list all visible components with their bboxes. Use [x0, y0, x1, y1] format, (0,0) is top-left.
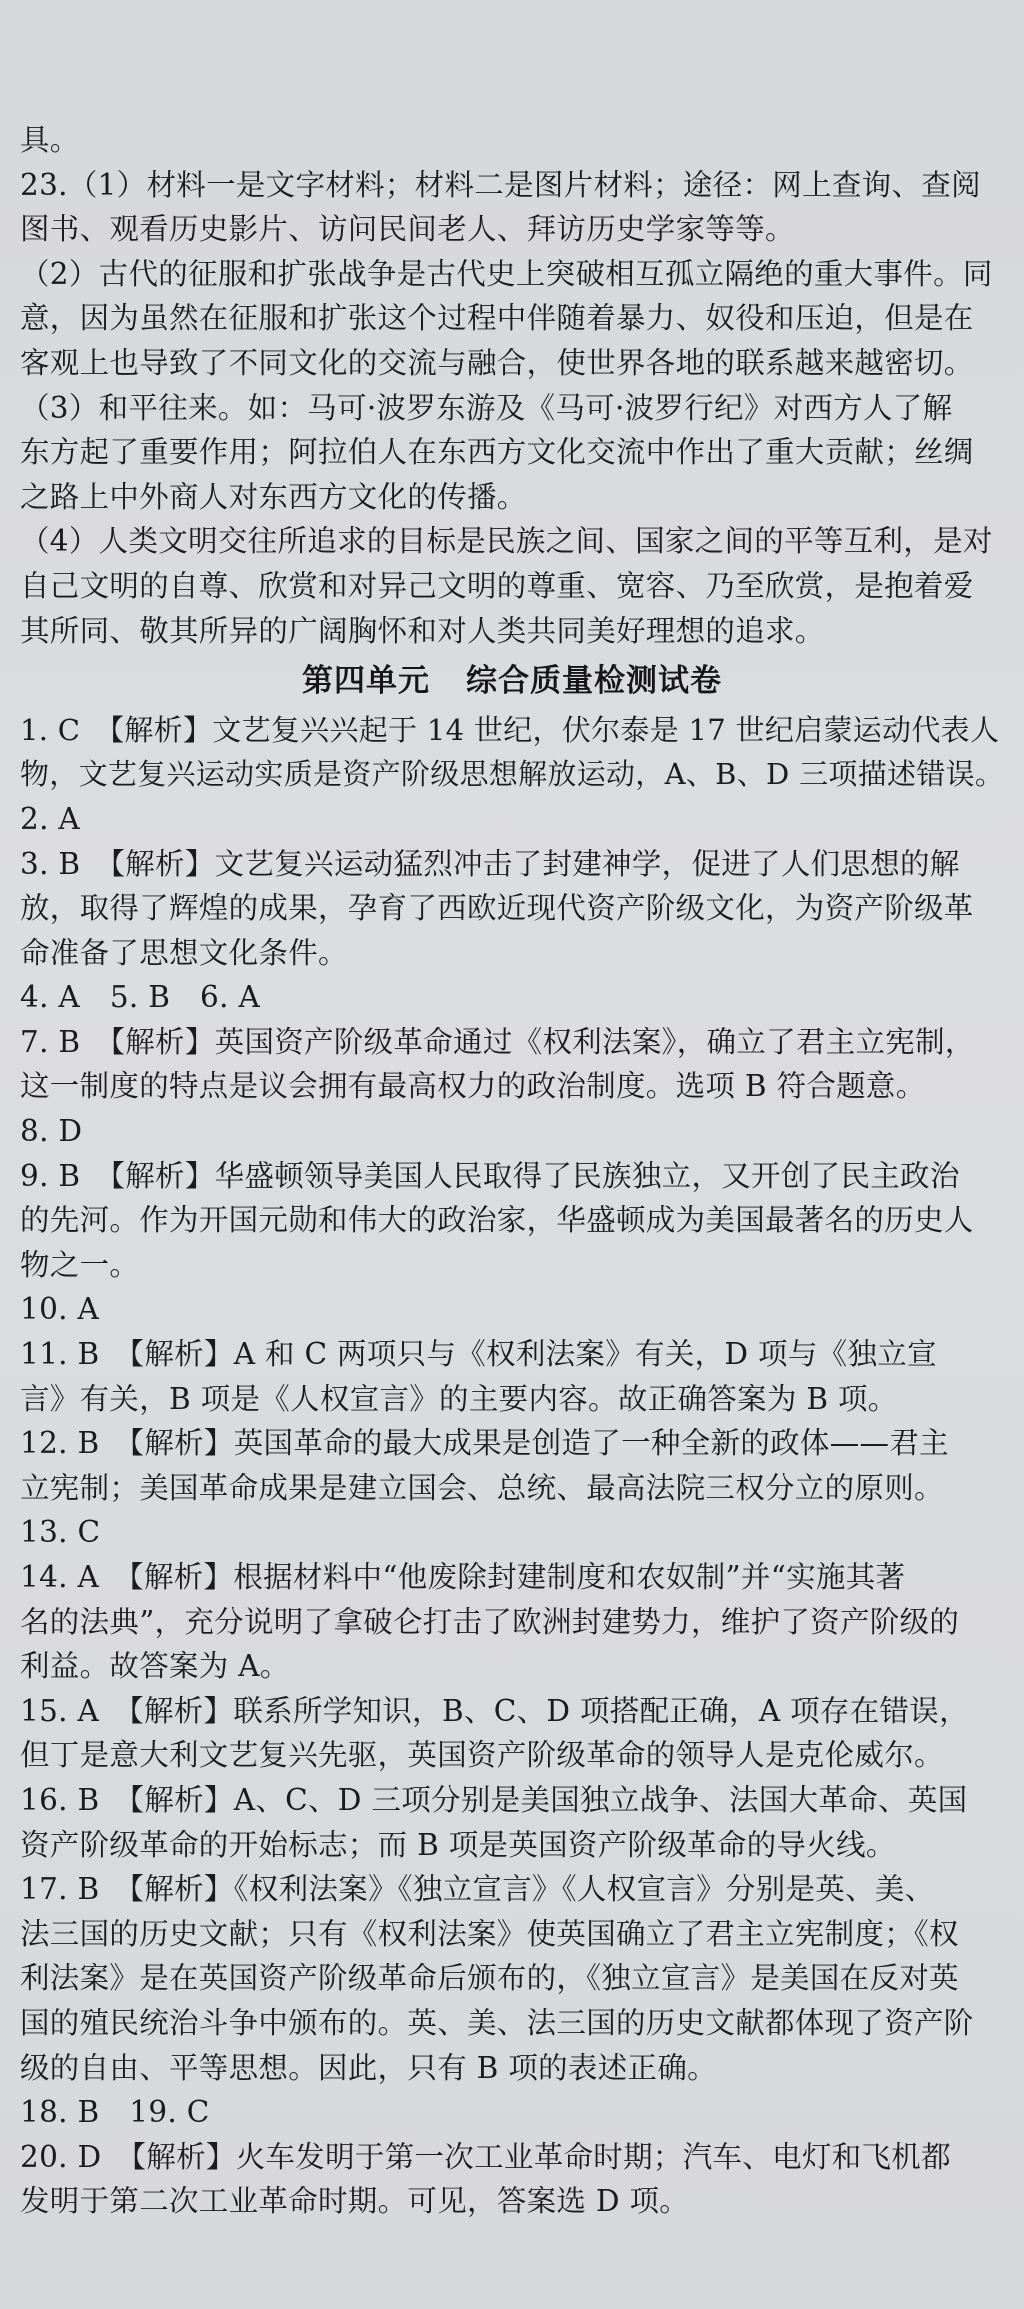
text-line: 12. B 【解析】英国革命的最大成果是创造了一种全新的政体——君主 — [20, 1426, 949, 1461]
text-line: 4. A 5. B 6. A — [20, 980, 261, 1015]
text-line: 2. A — [20, 801, 81, 836]
text-line: 3. B 【解析】文艺复兴运动猛烈冲击了封建神学，促进了人们思想的解 — [20, 846, 960, 881]
text-line: （2）古代的征服和扩张战争是古代史上突破相互孤立隔绝的重大事件。同 — [20, 256, 993, 291]
text-line: 16. B 【解析】A、C、D 三项分别是美国独立战争、法国大革命、英国 — [20, 1782, 968, 1817]
text-line: 意，因为虽然在征服和扩张这个过程中伴随着暴力、奴役和压迫，但是在 — [20, 301, 974, 336]
text-line: 8. D — [20, 1114, 83, 1149]
text-line: 命准备了思想文化条件。 — [20, 935, 348, 970]
text-line: 资产阶级革命的开始标志；而 B 项是英国资产阶级革命的导火线。 — [20, 1827, 896, 1862]
text-line: 物，文艺复兴运动实质是资产阶级思想解放运动，A、B、D 三项描述错误。 — [20, 757, 1005, 792]
text-line: 这一制度的特点是议会拥有最高权力的政治制度。选项 B 符合题意。 — [20, 1069, 926, 1104]
text-line: 10. A — [20, 1292, 100, 1327]
text-line: 物之一。 — [20, 1247, 140, 1282]
answer-block-previous — [20, 118, 1004, 653]
text-line: 级的自由、平等思想。因此，只有 B 项的表述正确。 — [20, 2050, 717, 2085]
text-line: 放，取得了辉煌的成果，孕育了西欧近现代资产阶级文化，为资产阶级革 — [20, 891, 974, 926]
text-line: 具。 — [20, 123, 80, 157]
text-line: 自己文明的自尊、欣赏和对异己文明的尊重、宽容、乃至欣赏，是抱着爱 — [20, 568, 974, 603]
text-line: 国的殖民统治斗争中颁布的。英、美、法三国的历史文献都体现了资产阶 — [20, 2005, 974, 2040]
section-heading — [20, 659, 1004, 704]
page-content — [20, 118, 1004, 2224]
text-line: 名的法典”，充分说明了拿破仑打击了欧洲封建势力，维护了资产阶级的 — [20, 1604, 960, 1639]
section-heading-title: 综合质量检测试卷 — [466, 663, 722, 700]
text-line: 言》有关，B 项是《人权宣言》的主要内容。故正确答案为 B 项。 — [20, 1381, 898, 1416]
text-line: （4）人类文明交往所追求的目标是民族之间、国家之间的平等互利，是对 — [20, 524, 993, 559]
text-line: 图书、观看历史影片、访问民间老人、拜访历史学家等等。 — [20, 212, 795, 247]
text-line: 利法案》是在英国资产阶级革命后颁布的，《独立宣言》是美国在反对英 — [20, 1961, 959, 1996]
text-line: 发明于第二次工业革命时期。可见，答案选 D 项。 — [20, 2184, 690, 2219]
text-line: 立宪制；美国革命成果是建立国会、总统、最高法院三权分立的原则。 — [20, 1470, 944, 1505]
text-line: 的先河。作为开国元勋和伟大的政治家，华盛顿成为美国最著名的历史人 — [20, 1203, 974, 1238]
text-line: 法三国的历史文献；只有《权利法案》使英国确立了君主立宪制度；《权 — [20, 1916, 959, 1951]
text-line: 利益。故答案为 A。 — [20, 1649, 290, 1684]
text-line: （3）和平往来。如：马可·波罗东游及《马可·波罗行纪》对西方人了解 — [20, 390, 953, 425]
text-line: 之路上中外商人对东西方文化的传播。 — [20, 479, 527, 514]
text-line: 客观上也导致了不同文化的交流与融合，使世界各地的联系越来越密切。 — [20, 345, 974, 380]
text-line: 7. B 【解析】英国资产阶级革命通过《权利法案》，确立了君主立宪制， — [20, 1024, 975, 1059]
text-line: 但丁是意大利文艺复兴先驱，英国资产阶级革命的领导人是克伦威尔。 — [20, 1738, 944, 1773]
text-line: 1. C 【解析】文艺复兴兴起于 14 世纪，伏尔泰是 17 世纪启蒙运动代表人 — [20, 712, 1000, 747]
text-line: 东方起了重要作用；阿拉伯人在东西方文化交流中作出了重大贡献；丝绸 — [20, 435, 974, 470]
text-line: 17. B 【解析】《权利法案》《独立宣言》《人权宣言》分别是英、美、 — [20, 1872, 935, 1907]
text-line: 15. A 【解析】联系所学知识，B、C、D 项搭配正确，A 项存在错误， — [20, 1693, 969, 1728]
text-line: 20. D 【解析】火车发明于第一次工业革命时期；汽车、电灯和飞机都 — [20, 2139, 951, 2174]
text-line: 18. B 19. C — [20, 2095, 210, 2130]
text-line: 9. B 【解析】华盛顿领导美国人民取得了民族独立，又开创了民主政治 — [20, 1158, 960, 1193]
text-line: 11. B 【解析】A 和 C 两项只与《权利法案》有关，D 项与《独立宣 — [20, 1337, 937, 1372]
answer-block-unit4 — [20, 708, 1004, 2224]
text-line: 其所同、敬其所异的广阔胸怀和对人类共同美好理想的追求。 — [20, 613, 825, 648]
text-line: 13. C — [20, 1515, 101, 1550]
text-line: 23.（1）材料一是文字材料；材料二是图片材料；途径：网上查询、查阅 — [20, 167, 981, 202]
text-line: 14. A 【解析】根据材料中“他废除封建制度和农奴制”并“实施其著 — [20, 1560, 906, 1594]
section-heading-unit: 第四单元 — [302, 663, 430, 700]
